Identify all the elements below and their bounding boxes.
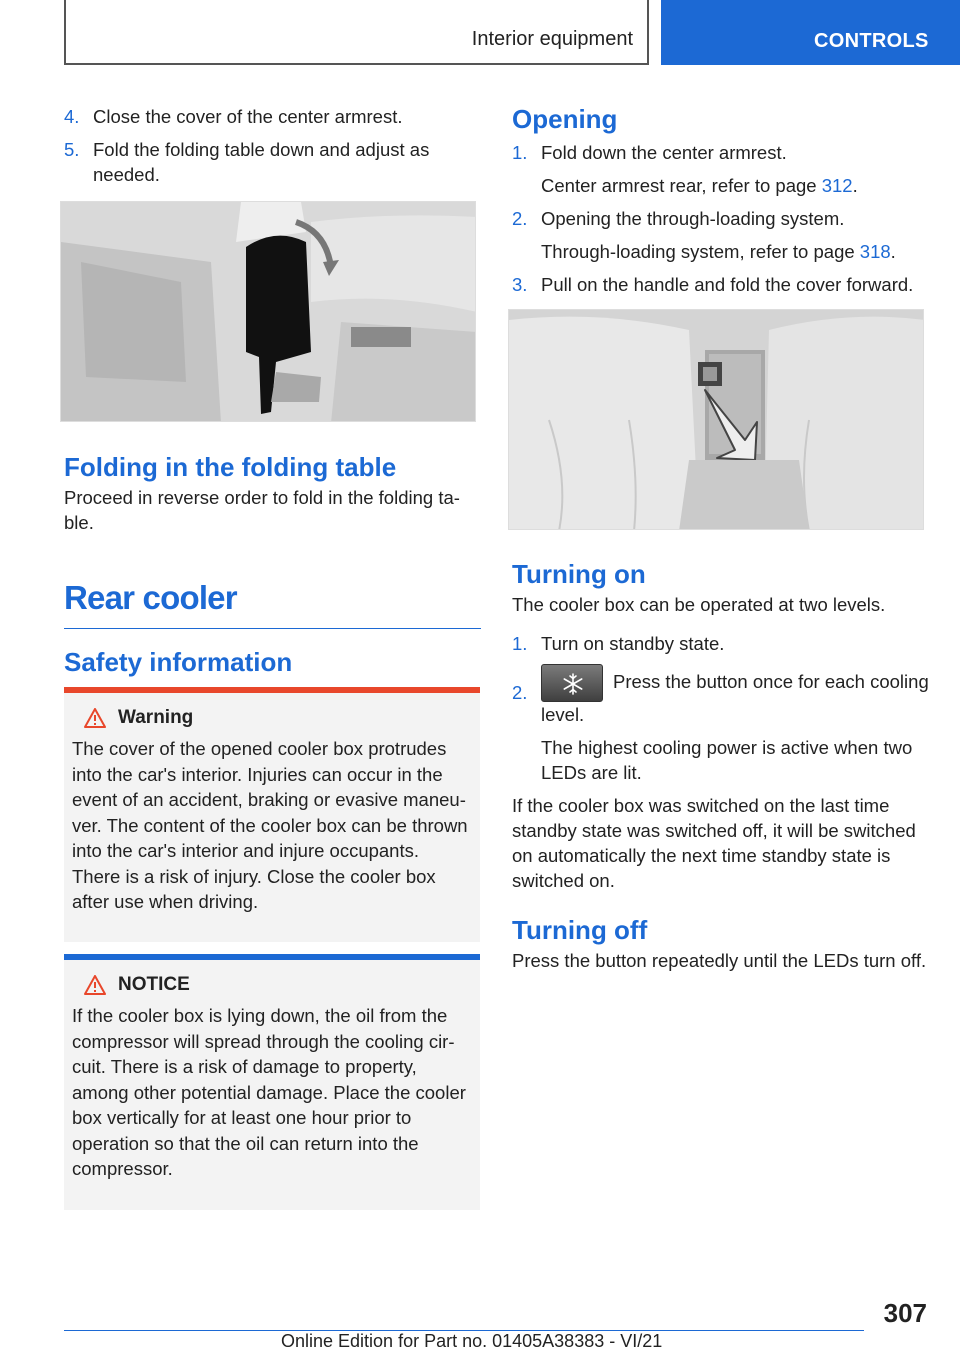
reference-text: Center armrest rear, refer to page [541, 175, 822, 196]
step-number: 1. [512, 142, 528, 163]
step-text: Fold the folding table down and adjust as needed. [93, 139, 430, 185]
step-text: Turn on standby state. [541, 633, 725, 654]
turning-on-note: If the cooler box was switched on the last time standby state was switched off, it will be switched on automatically the next time standby state is switched on. [512, 795, 916, 891]
folding-table-illustration [61, 202, 476, 422]
folding-table-photo [60, 201, 476, 422]
warning-box [64, 687, 480, 942]
list-item [512, 140, 932, 198]
step-text: Close the cover of the center armrest. [93, 106, 403, 127]
step-text: Opening the through-loading system. [541, 208, 845, 229]
list-item [512, 631, 932, 656]
step-number: 4. [64, 106, 80, 127]
right-column [512, 104, 932, 971]
step-subtext: The highest cooling power is active when two LEDs are lit. [541, 737, 913, 783]
turning-on-heading: Turning on [512, 559, 646, 589]
page-number: 307 [883, 1298, 927, 1328]
list-item [512, 664, 932, 785]
reference-end: . [890, 241, 896, 262]
step-subtext [541, 173, 932, 198]
folding-heading: Folding in the folding table [64, 452, 397, 482]
safety-section [64, 647, 481, 677]
chapter-title: CONTROLS [814, 30, 929, 52]
notice-text: If the cooler box is lying down, the oil from the compressor will spread through the cooling circuit. There is a risk of damage to property, among other potential damage. Place the cooler box vertically for at least one hour prior to operation so that the oil can return into the compressor. [72, 1005, 466, 1179]
snowflake-icon [561, 672, 585, 696]
step-number: 5. [64, 139, 80, 160]
turning-off-text: Press the button repeatedly until the LEDs turn off. [512, 950, 927, 971]
turning-off-heading: Turning off [512, 915, 648, 945]
left-column [64, 104, 481, 1179]
step-text: Pull on the handle and fold the cover forward. [541, 274, 914, 295]
notice-triangle-icon [84, 975, 106, 995]
notice-header [72, 972, 472, 997]
list-item [64, 137, 481, 187]
step-text-with-button [541, 664, 932, 727]
main-heading: Rear cooler [64, 579, 237, 616]
reference-end: . [852, 175, 858, 196]
step-text: Press the button once for each cooling level. [541, 670, 929, 725]
page-link-318[interactable]: 318 [859, 241, 891, 262]
cooler-cover-photo [508, 309, 924, 530]
notice-title: NOTICE [118, 974, 190, 995]
cooler-button[interactable] [541, 664, 603, 702]
step-number: 2. [512, 682, 528, 703]
warning-header [72, 705, 472, 730]
list-item [512, 272, 932, 297]
page-link-312[interactable]: 312 [821, 175, 853, 196]
turning-on-intro: The cooler box can be operated at two levels. [512, 594, 886, 615]
chapter-tab [661, 0, 960, 65]
folding-text: Proceed in reverse order to fold in the folding table. [64, 487, 460, 533]
header-section-box [64, 0, 649, 65]
notice-box [64, 954, 480, 1210]
footer-edition: Online Edition for Part no. 01405A38383 - VI/21 [281, 1331, 663, 1351]
warning-text: The cover of the opened cooler box protrudes into the car's interior. Injuries can occur in the event of an accident, braking or evasive maneuver. The content of the cooler box can be thrown into the car's interior and injure occupants. There is a risk of injury. Close the cooler box after use when driving. [72, 738, 468, 912]
list-item [512, 206, 932, 264]
step-number: 1. [512, 633, 528, 654]
step-number: 2. [512, 208, 528, 229]
safety-heading: Safety information [64, 647, 293, 677]
warning-title: Warning [118, 707, 194, 728]
folding-section [64, 452, 481, 535]
warning-triangle-icon [84, 708, 106, 728]
cooler-cover-illustration [509, 310, 924, 530]
section-title: Interior equipment [471, 28, 633, 50]
rear-cooler-title-block [64, 578, 481, 629]
list-item [64, 104, 481, 129]
opening-heading: Opening [512, 104, 618, 134]
turning-on-section [512, 559, 932, 973]
step-number: 3. [512, 274, 528, 295]
reference-text: Through-loading system, refer to page [541, 241, 860, 262]
step-text: Fold down the center armrest. [541, 142, 787, 163]
step-subtext [541, 239, 932, 264]
